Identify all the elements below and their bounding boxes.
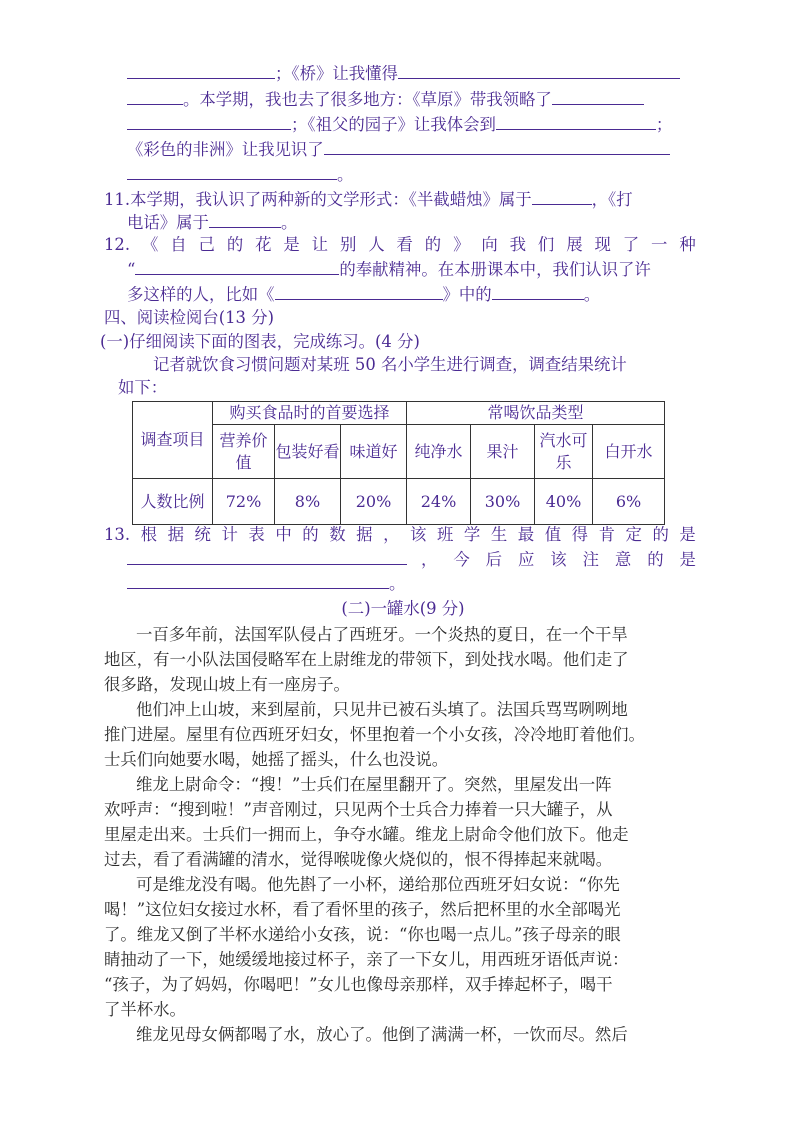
char: 应: [517, 550, 535, 569]
char: 的: [647, 550, 664, 569]
line-text: ；《桥》让我懂得: [275, 64, 398, 83]
char: 一: [651, 235, 668, 254]
char: 意: [614, 550, 632, 569]
answer-blank[interactable]: [552, 88, 644, 105]
column-header: 包装好看: [275, 425, 341, 479]
column-header: 果汁: [471, 425, 535, 479]
answer-blank[interactable]: [324, 138, 670, 155]
char: 人: [368, 235, 385, 254]
char: 今: [453, 550, 470, 569]
char: 们: [537, 235, 555, 254]
group-header: 常喝饮品类型: [407, 402, 665, 425]
answer-blank[interactable]: [209, 211, 281, 228]
story-line: 维龙上尉命令：“搜！”士兵们在屋里翻开了。突然，里屋发出一阵: [136, 775, 612, 794]
answer-blank[interactable]: [496, 113, 656, 130]
table-cell: 6%: [593, 479, 665, 525]
char: 得: [571, 525, 589, 544]
group-header: 购买食品时的首要选择: [213, 402, 407, 425]
story-line: 维龙见母女俩都喝了水，放心了。他倒了满满一杯，一饮而尽。然后: [136, 1025, 628, 1044]
char: 展: [566, 235, 583, 254]
char: 自: [170, 235, 187, 254]
question-11-line2: [127, 211, 297, 234]
fill-line-4: [127, 138, 670, 161]
char: 让: [311, 235, 329, 254]
story-line: 一百多年前，法国军队侵占了西班牙。一个炎热的夏日，在一个干旱: [136, 625, 628, 644]
question-text: 。: [583, 285, 601, 304]
table-cell: 30%: [471, 479, 535, 525]
open-quote: “: [127, 260, 136, 279]
question-text: 电话》属于: [127, 213, 209, 232]
char: 学: [463, 525, 481, 544]
column-header: 白开水: [593, 425, 665, 479]
question-11: [104, 188, 633, 211]
char: 肯: [598, 525, 615, 544]
intro-text: 如下：: [118, 378, 168, 397]
fill-line-5: [127, 163, 353, 186]
char: 看: [396, 235, 413, 254]
char: 的: [424, 235, 442, 254]
char: 花: [255, 235, 272, 254]
question-text: 本学期，我认识了两种新的文学形式：《半截蜡烛》属于: [130, 190, 532, 209]
column-header: 汽水可乐: [535, 425, 593, 479]
answer-blank[interactable]: [127, 62, 275, 79]
table-cell: 40%: [535, 479, 593, 525]
story-line: 士兵们向她要水喝，她摇了摇头，什么也没说。: [104, 750, 449, 769]
story-line: 里屋走出来。士兵们一拥而上，争夺水罐。维龙上尉命令他们放下。他走: [104, 825, 629, 844]
char: 数: [329, 525, 346, 544]
char: 生: [490, 525, 508, 544]
story-line: 过去，看了看满罐的清水，觉得喉咙像火烧似的，恨不得捧起来就喝。: [104, 850, 613, 869]
question-13-line2-text: [407, 549, 696, 571]
question-text: ，《打: [591, 190, 633, 209]
char: 是: [283, 235, 300, 254]
table-cell: 8%: [275, 479, 341, 525]
char: 中: [275, 525, 292, 544]
table-cell: 72%: [213, 479, 275, 525]
story-line: “孩子，为了妈妈，你喝吧！”女儿也像母亲那样，双手捧起杯子，喝干: [104, 975, 613, 994]
story-line: 喝！”这位妇女接过水杯，看了看怀里的孩子，然后把杯里的水全部喝光: [104, 900, 621, 919]
char: 据: [356, 525, 373, 544]
table-cell: 20%: [341, 479, 407, 525]
question-number: 11.: [104, 190, 131, 209]
char: 了: [622, 235, 640, 254]
line-text: ；《祖父的园子》让我体会到: [291, 115, 496, 134]
question-text: 。: [280, 213, 298, 232]
story-line: 很多路，发现山坡上有一座房子。: [104, 675, 350, 694]
answer-blank[interactable]: [532, 188, 592, 205]
char: 己: [198, 235, 215, 254]
question-number: 13.: [104, 525, 131, 544]
question-12-line1: [104, 234, 696, 256]
story-line: 睛抽动了一下，她缓缓地接过杯子，亲了一下女儿，用西班牙语低声说：: [104, 950, 629, 969]
story-line: 地区，有一小队法国侵略军在上尉维龙的带领下，到处找水喝。他们走了: [104, 650, 629, 669]
question-12-line3: [127, 283, 600, 306]
char: 计: [221, 525, 238, 544]
story-line: 他们冲上山坡，来到屋前，只见井已被石头填了。法国兵骂骂咧咧地: [136, 700, 628, 719]
question-text: 的奉献精神。在本册课本中，我们认识了许: [339, 260, 651, 279]
column-header: 营养价值: [213, 425, 275, 479]
story-line: 欢呼声：“搜到啦！”声音刚过，只见两个士兵合力捧着一只大罐子，从: [104, 800, 613, 819]
line-text: ；: [655, 115, 673, 134]
survey-table: [132, 401, 665, 525]
table-cell: 24%: [407, 479, 471, 525]
intro-text: 记者就饮食习惯问题对某班 50 名小学生进行调查，调查结果统计: [153, 355, 627, 374]
column-header: 味道好: [341, 425, 407, 479]
char: 》: [453, 235, 470, 254]
answer-blank[interactable]: [398, 62, 680, 79]
question-13-line2: [127, 548, 696, 571]
fill-line-1: [127, 62, 680, 85]
story-title: (二)一罐水(9 分): [341, 599, 465, 618]
row-header-cell: 调查项目: [133, 402, 213, 479]
answer-blank[interactable]: [127, 572, 389, 589]
char: 的: [226, 235, 244, 254]
row-label: 人数比例: [133, 479, 213, 525]
section-heading: 四、阅读检阅台(13 分): [104, 308, 274, 327]
story-line: 了。维龙又倒了半杯水递给小女孩，说：“你也喝一点儿。”孩子母亲的眼: [104, 925, 621, 944]
fill-line-3: [127, 113, 672, 136]
char: 班: [436, 525, 454, 544]
story-line: 推门进屋。屋里有位西班牙妇女，怀里抱着一个小女孩，冷冷地盯着他们。: [104, 725, 645, 744]
answer-blank[interactable]: [492, 283, 584, 300]
char: 是: [679, 525, 696, 544]
char: 根: [140, 525, 158, 544]
line-text: 。本学期，我也去了很多地方：《草原》带我领略了: [183, 90, 552, 109]
char: 定: [625, 525, 642, 544]
part-heading: (一)仔细阅读下面的图表，完成练习。(4 分): [100, 332, 420, 351]
story-line: 可是维龙没有喝。他先斟了一小杯，递给那位西班牙妇女说：“你先: [136, 875, 620, 894]
story-line: 了半杯水。: [104, 1000, 186, 1019]
char: 现: [594, 235, 611, 254]
char: 别: [339, 235, 357, 254]
line-text: 。: [337, 165, 354, 184]
char: 《: [141, 235, 159, 254]
question-text: 多这样的人，比如《: [127, 285, 275, 304]
answer-blank[interactable]: [127, 113, 291, 130]
answer-blank[interactable]: [127, 88, 183, 105]
char: 据: [167, 525, 184, 544]
char: 注: [582, 550, 599, 569]
char: 种: [679, 235, 696, 254]
answer-blank[interactable]: [127, 548, 407, 565]
char: 统: [194, 525, 211, 544]
char: 后: [485, 550, 503, 569]
question-text: 。: [389, 574, 406, 593]
answer-blank[interactable]: [127, 163, 337, 180]
question-number: 12.: [104, 235, 131, 254]
char: 向: [481, 235, 498, 254]
column-header: 纯净水: [407, 425, 471, 479]
question-13-line1: [104, 524, 696, 546]
answer-blank[interactable]: [135, 258, 339, 275]
char: 的: [652, 525, 669, 544]
char: 值: [544, 525, 562, 544]
answer-blank[interactable]: [275, 283, 443, 300]
char: 表: [248, 525, 265, 544]
char: 该: [410, 525, 427, 544]
char: ，: [421, 550, 438, 569]
question-12-line2: [127, 258, 651, 281]
char: 该: [550, 550, 567, 569]
char: 最: [517, 525, 535, 544]
question-text: 》中的: [442, 285, 492, 304]
char: 的: [302, 525, 319, 544]
question-13-line3: [127, 572, 405, 595]
line-text: 《彩色的非洲》让我见识了: [127, 140, 324, 159]
char: ，: [383, 525, 400, 544]
fill-line-2: [127, 88, 644, 111]
char: 是: [679, 550, 696, 569]
char: 我: [509, 235, 527, 254]
